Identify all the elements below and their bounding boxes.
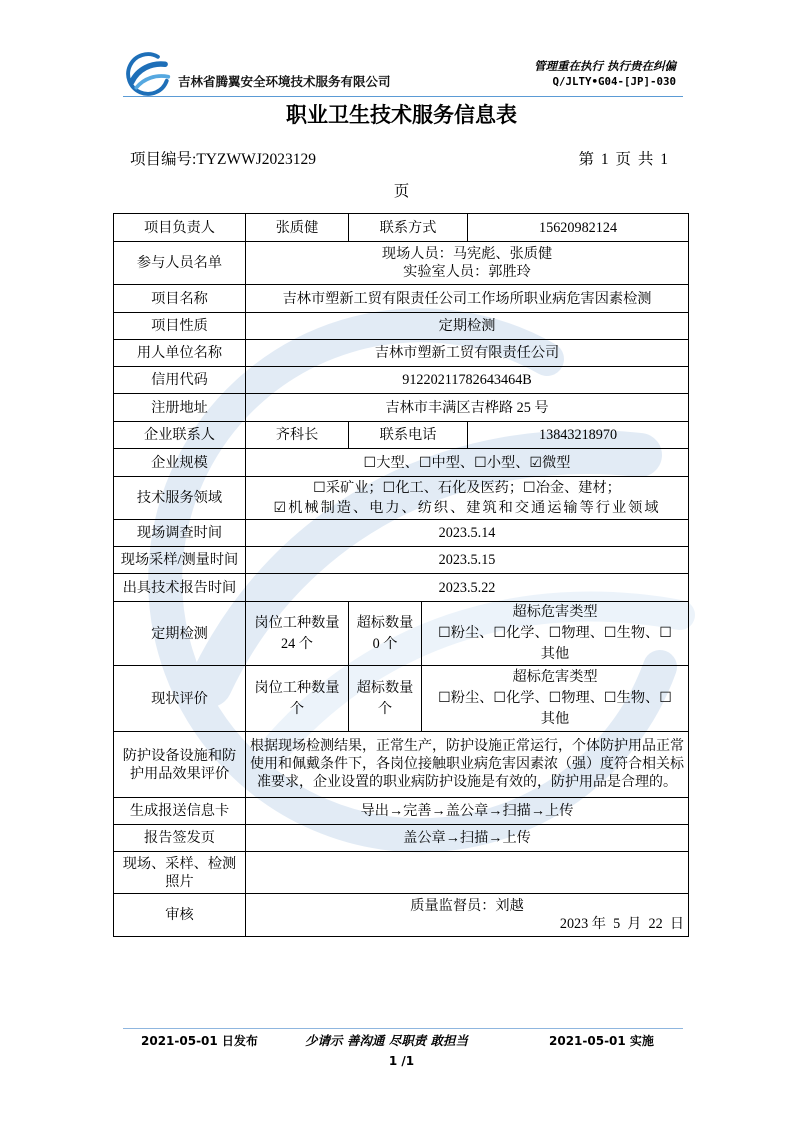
- project-number-label: 项目编号:: [130, 151, 197, 168]
- project-number: [130, 150, 316, 170]
- current-exceed-cell: [349, 666, 422, 732]
- periodic-exceed-label: 超标数量: [356, 614, 414, 631]
- signoff-steps: 盖公章→扫描→上传: [246, 825, 689, 852]
- contact-value: 15620982124: [468, 214, 689, 242]
- project-nature-label: 项目性质: [114, 313, 246, 340]
- service-field-line-1: ☐采矿业；☐化工、石化及医药；☐冶金、建材；: [313, 480, 621, 496]
- periodic-posts-cell: [246, 602, 349, 666]
- phone-label: 联系电话: [349, 422, 468, 449]
- row-review: [114, 894, 689, 937]
- row-employer: [114, 340, 689, 367]
- address-label: 注册地址: [114, 394, 246, 422]
- row-enterprise-scale: [114, 449, 689, 477]
- participants-value: [246, 242, 689, 285]
- row-survey-date: [114, 520, 689, 547]
- service-field-line-2: ☑机械制造、电力、纺织、建筑和交通运输等行业领域: [273, 500, 661, 516]
- phone-value: 13843218970: [468, 422, 689, 449]
- report-date-label: 出具技术报告时间: [114, 574, 246, 602]
- enterprise-contact-value: 齐科长: [246, 422, 349, 449]
- employer-label: 用人单位名称: [114, 340, 246, 367]
- periodic-hazard-options: ☐粉尘、☐化学、☐物理、☐生物、☐其他: [438, 625, 672, 662]
- address-value: 吉林市丰满区吉桦路 25 号: [246, 394, 689, 422]
- survey-date-label: 现场调查时间: [114, 520, 246, 547]
- row-sampling-date: [114, 547, 689, 574]
- participants-label: 参与人员名单: [114, 242, 246, 285]
- project-number-value: TYZWWJ2023129: [196, 151, 316, 168]
- header-divider: [123, 96, 683, 97]
- issue-date: 2021-05-01 日发布: [141, 1034, 258, 1048]
- periodic-detection-label: 定期检测: [114, 602, 246, 666]
- signoff-label: 报告签发页: [114, 825, 246, 852]
- current-hazard-options: ☐粉尘、☐化学、☐物理、☐生物、☐其他: [438, 690, 672, 727]
- photos-cell: [246, 852, 689, 894]
- current-posts-value: 个: [289, 700, 305, 717]
- employer-value: 吉林市塑新工贸有限责任公司: [246, 340, 689, 367]
- survey-date-value: 2023.5.14: [246, 520, 689, 547]
- periodic-posts-label: 岗位工种数量: [254, 614, 340, 631]
- row-photos: [114, 852, 689, 894]
- project-leader-value: 张质健: [246, 214, 349, 242]
- photos-label: 现场、采样、检测照片: [114, 852, 246, 894]
- project-name-value: 吉林市塑新工贸有限责任公司工作场所职业病危害因素检测: [246, 285, 689, 313]
- row-signoff: [114, 825, 689, 852]
- row-project-name: [114, 285, 689, 313]
- periodic-exceed-value: 0 个: [372, 635, 398, 652]
- row-report-date: [114, 574, 689, 602]
- page-count: 第 1 页 共 1: [578, 151, 668, 168]
- info-card-label: 生成报送信息卡: [114, 798, 246, 825]
- row-periodic-detection: [114, 602, 689, 666]
- page-count-wrap: 页: [393, 183, 410, 200]
- document-code: Q/JLTY•G04-[JP]-030: [552, 75, 676, 88]
- sampling-date-label: 现场采样/测量时间: [114, 547, 246, 574]
- row-credit-code: [114, 367, 689, 394]
- periodic-exceed-cell: [349, 602, 422, 666]
- periodic-hazard-label: 超标危害类型: [512, 604, 598, 620]
- credit-code-label: 信用代码: [114, 367, 246, 394]
- row-info-card: [114, 798, 689, 825]
- sampling-date-value: 2023.5.15: [246, 547, 689, 574]
- row-address: [114, 394, 689, 422]
- review-label: 审核: [114, 894, 246, 937]
- current-exceed-label: 超标数量: [356, 679, 414, 696]
- protection-label: 防护设备设施和防护用品效果评价: [114, 732, 246, 798]
- periodic-hazard-cell: [422, 602, 689, 666]
- quality-supervisor: 质量监督员：刘越: [410, 898, 524, 914]
- row-participants: [114, 242, 689, 285]
- current-hazard-cell: [422, 666, 689, 732]
- row-service-field: [114, 477, 689, 520]
- footer-divider: [123, 1028, 683, 1029]
- current-evaluation-label: 现状评价: [114, 666, 246, 732]
- lab-staff: 实验室人员：郭胜玲: [403, 264, 531, 280]
- current-hazard-label: 超标危害类型: [512, 669, 598, 685]
- info-card-steps: 导出→完善→盖公章→扫描→上传: [246, 798, 689, 825]
- project-leader-label: 项目负责人: [114, 214, 246, 242]
- scale-options: ☐大型、☐中型、☐小型、☑微型: [246, 449, 689, 477]
- credit-code-value: 91220211782643464B: [246, 367, 689, 394]
- project-name-label: 项目名称: [114, 285, 246, 313]
- row-project-leader: [114, 214, 689, 242]
- service-field-options: [246, 477, 689, 520]
- periodic-posts-value: 24 个: [281, 635, 313, 652]
- company-name: 吉林省腾翼安全环境技术服务有限公司: [178, 74, 391, 89]
- project-nature-value: 定期检测: [246, 313, 689, 340]
- scale-label: 企业规模: [114, 449, 246, 477]
- row-enterprise-contact: [114, 422, 689, 449]
- row-current-evaluation: [114, 666, 689, 732]
- review-date: 2023 年 5 月 22 日: [559, 916, 685, 932]
- review-cell: [246, 894, 689, 937]
- company-logo-icon: [125, 51, 171, 97]
- current-posts-cell: [246, 666, 349, 732]
- page-title: 职业卫生技术服务信息表: [286, 103, 517, 127]
- field-staff: 现场人员：马宪彪、张质健: [381, 246, 553, 262]
- effective-date: 2021-05-01 实施: [549, 1034, 654, 1048]
- info-table: [113, 213, 689, 937]
- row-project-nature: [114, 313, 689, 340]
- contact-label: 联系方式: [349, 214, 468, 242]
- page-number: 1 /1: [388, 1054, 415, 1068]
- row-protection-evaluation: [114, 732, 689, 798]
- service-field-label: 技术服务领域: [114, 477, 246, 520]
- current-posts-label: 岗位工种数量: [254, 679, 340, 696]
- enterprise-contact-label: 企业联系人: [114, 422, 246, 449]
- current-exceed-value: 个: [377, 700, 393, 717]
- management-motto: 管理重在执行 执行贵在纠偏: [533, 59, 676, 73]
- report-date-value: 2023.5.22: [246, 574, 689, 602]
- footer-slogan: 少请示 善沟通 尽职责 敢担当: [305, 1033, 469, 1048]
- protection-evaluation-text: 根据现场检测结果，正常生产，防护设施正常运行，个体防护用品正常使用和佩戴条件下，各岗位接触职业病危害因素浓（强）度符合相关标准要求，企业设置的职业病防护设施是有效的，防护用品是合理的。: [246, 732, 689, 798]
